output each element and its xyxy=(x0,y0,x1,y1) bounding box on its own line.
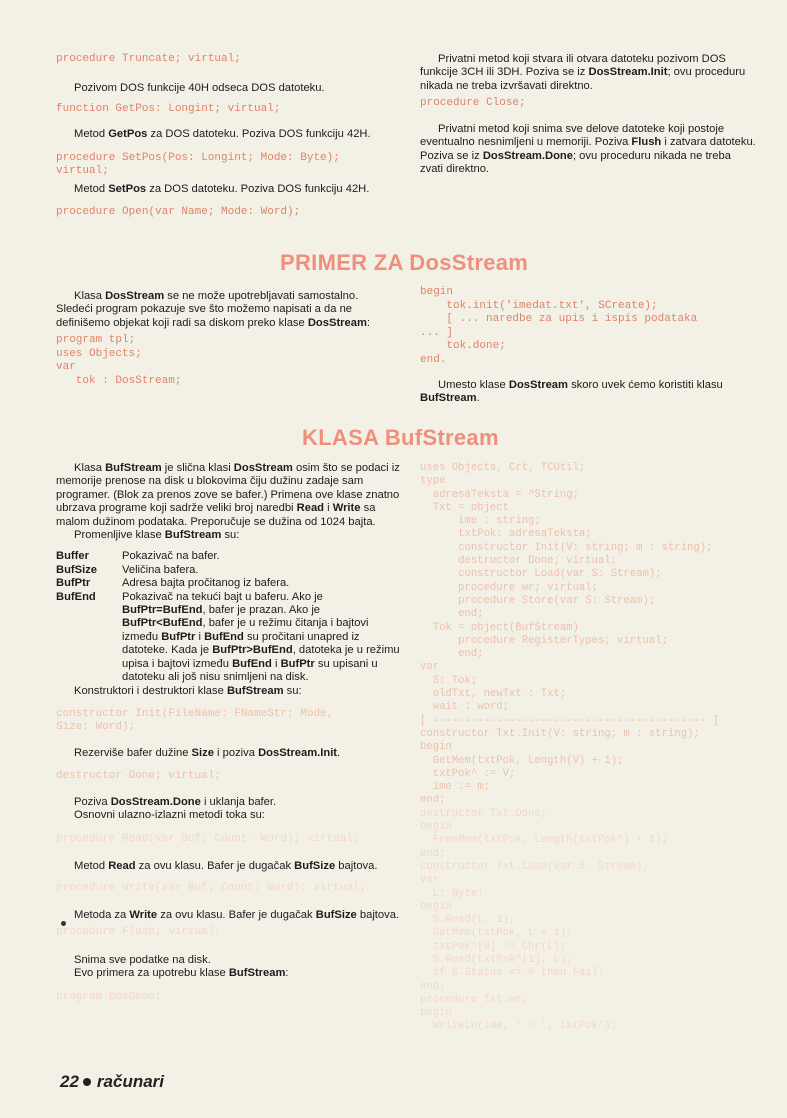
def-desc: Veličina bafera. xyxy=(122,563,199,576)
def-term: BufEnd xyxy=(56,590,96,603)
primer-left-column xyxy=(56,290,396,388)
getpos-description: Metod GetPos za DOS datoteku. Poziva DOS funkciju 42H. xyxy=(74,128,371,141)
code-write: procedure Write(var Buf; Count: Word); virtual; xyxy=(56,881,367,894)
bullet-dot xyxy=(61,921,66,926)
flush-description: Snima sve podatke na disk. xyxy=(74,953,211,966)
page-footer xyxy=(60,1072,164,1092)
left-top-column xyxy=(56,53,400,220)
def-term: BufSize xyxy=(56,563,98,576)
code-init: constructor Init(FileName: FNameStr; Mode, Size: Word); xyxy=(56,707,334,734)
bufstream-right-column xyxy=(420,462,780,1034)
magazine-name: računari xyxy=(96,1072,165,1091)
code-setpos: procedure SetPos(Pos: Longint; Mode: Byte); virtual; xyxy=(56,151,340,178)
code-read: procedure Read(var Buf; Count: Word); virtual; xyxy=(56,832,360,845)
def-desc: Pokazivač na bafer. xyxy=(122,550,220,563)
def-desc: Adresa bajta pročitanog iz bafera. xyxy=(122,577,290,590)
code-primer-program: program tpl; uses Objects; var tok : DosStream; xyxy=(56,334,182,387)
right-top-column xyxy=(420,53,756,176)
primer-conclusion: Umesto klase DosStream skoro uvek ćemo koristiti klasu BufStream. xyxy=(420,379,723,405)
code-open: procedure Open(var Name; Mode: Word); xyxy=(56,206,301,219)
code-flush: procedure Flush; virtual; xyxy=(56,926,222,939)
code-example-part-a: uses Objects, Crt, TCUtil; type adresaTeksta = ^String; Txt = object ime : string; txtPok: adresaTeksta; constructor Init(V: string; m : string); destructor Done; virtual; constructor Load(var S: Stream); procedure wr; virtual; procedure Store(var S: Stream); end; Tok = object(BufStream) procedure RegisterTypes; virtual; end; var S: Tok; oldTxt, newTxt : Txt; wait : word; [ ------------------------------------------- ] constructor Txt.Init(V: string; m : string); begin GetMem(txtPok, Length(V) + 1); txtPok^ := V; ime := m; end; xyxy=(420,462,719,807)
constructors-intro: Konstruktori i destruktori klase BufStream su: xyxy=(74,684,302,697)
footer-dot-icon xyxy=(83,1078,91,1086)
code-program-dosdemo: program DosDemo; xyxy=(56,990,162,1003)
io-methods-intro: Osnovni ulazno-izlazni metodi toka su: xyxy=(74,809,265,822)
read-description: Metod Read za ovu klasu. Bafer je dugačak BufSize bajtova. xyxy=(74,860,378,873)
code-close: procedure Close; xyxy=(420,97,526,110)
code-done: destructor Done; virtual; xyxy=(56,770,222,783)
example-intro: Evo primera za upotrebu klase BufStream: xyxy=(74,967,289,980)
truncate-description: Pozivom DOS funkcije 40H odseca DOS datoteku. xyxy=(74,81,325,94)
bufstream-intro: Klasa BufStream je slična klasi DosStream osim što se podaci iz memorije prenose na disk u blokovima čiju dužinu zadaje sam programer. (Blok za prenos zove se bafer.) Primena ove klase znatno ubrzava programe koji sadrže veliki broj naredbi Read i Write sa malom dužinom podataka. Preporučuje se dužina od 1024 bajta. xyxy=(56,462,400,528)
def-term: Buffer xyxy=(56,550,89,563)
primer-right-column xyxy=(420,286,760,406)
init-description: Rezerviše bafer dužine Size i poziva DosStream.Init. xyxy=(74,746,341,759)
code-primer-begin: begin tok.init('imedat.txt', SCreate); [ ... naredbe za upis i ispis podataka ... ] tok.done; end. xyxy=(420,286,698,366)
heading-klasa-bufstream: KLASA BufStream xyxy=(302,425,499,450)
def-desc-bufend: Pokazivač na tekući bajt u baferu. Ako je BufPtr=BufEnd, bafer je prazan. Ako je BufPtr<BufEnd, bafer je u režimu čitanja i bajtovi između BufPtr i BufEnd su pročitani unapred iz datoteke. Kada je BufPtr>BufEnd, datoteka je u režimu upisa i bajtovi između BufEnd i BufPtr su upisani u datoteku ali još nisu snimljeni na disk. xyxy=(122,590,400,684)
code-getpos: function GetPos: Longint; virtual; xyxy=(56,102,281,115)
code-truncate: procedure Truncate; virtual; xyxy=(56,53,241,65)
code-example-part-b: destructor Txt.Done; begin FreeMem(txtPok, Length(txtPok^) + 1); end; constructor Txt.Load(var S: Stream); var L: Byte; begin S.Read(L, 1); GetMem(txtPok, L + 1); txtPok^[0] := Chr(L); S.Read(txtPok^[1], L); if S.Status <> 0 then Fail; end; procedure Txt.wr; begin WriteLn(ime, ' = ', txtPok^); xyxy=(420,807,668,1033)
variable-definitions xyxy=(56,550,400,684)
variables-intro: Promenljive klase BufStream su: xyxy=(74,529,240,542)
open-description: Privatni metod koji stvara ili otvara datoteku pozivom DOS funkcije 3CH ili 3DH. Poziva se iz DosStream.Init; ovu proceduru nikada ne treba izvršavati direktno. xyxy=(420,53,746,92)
done-description: Poziva DosStream.Done i uklanja bafer. xyxy=(74,795,277,808)
primer-intro: Klasa DosStream se ne može upotrebljavati samostalno. Sledeći program pokazuje sve što možemo napisati a da ne definišemo objekat koji radi sa diskom preko klase DosStream: xyxy=(56,290,371,329)
write-description: Metoda za Write za ovu klasu. Bafer je dugačak BufSize bajtova. xyxy=(74,909,400,922)
heading-primer-dosstream: PRIMER ZA DosStream xyxy=(280,250,529,275)
bufstream-left-column xyxy=(56,462,400,1004)
setpos-description: Metod SetPos za DOS datoteku. Poziva DOS funkciju 42H. xyxy=(74,182,370,195)
close-description: Privatni metod koji snima sve delove datoteke koji postoje eventualno nesnimljeni u memoriji. Poziva Flush i zatvara datoteku. Poziva se iz DosStream.Done; ovu proceduru nikada ne treba zvati direktno. xyxy=(420,122,756,175)
page-number: 22 xyxy=(60,1072,79,1091)
def-term: BufPtr xyxy=(56,577,91,590)
